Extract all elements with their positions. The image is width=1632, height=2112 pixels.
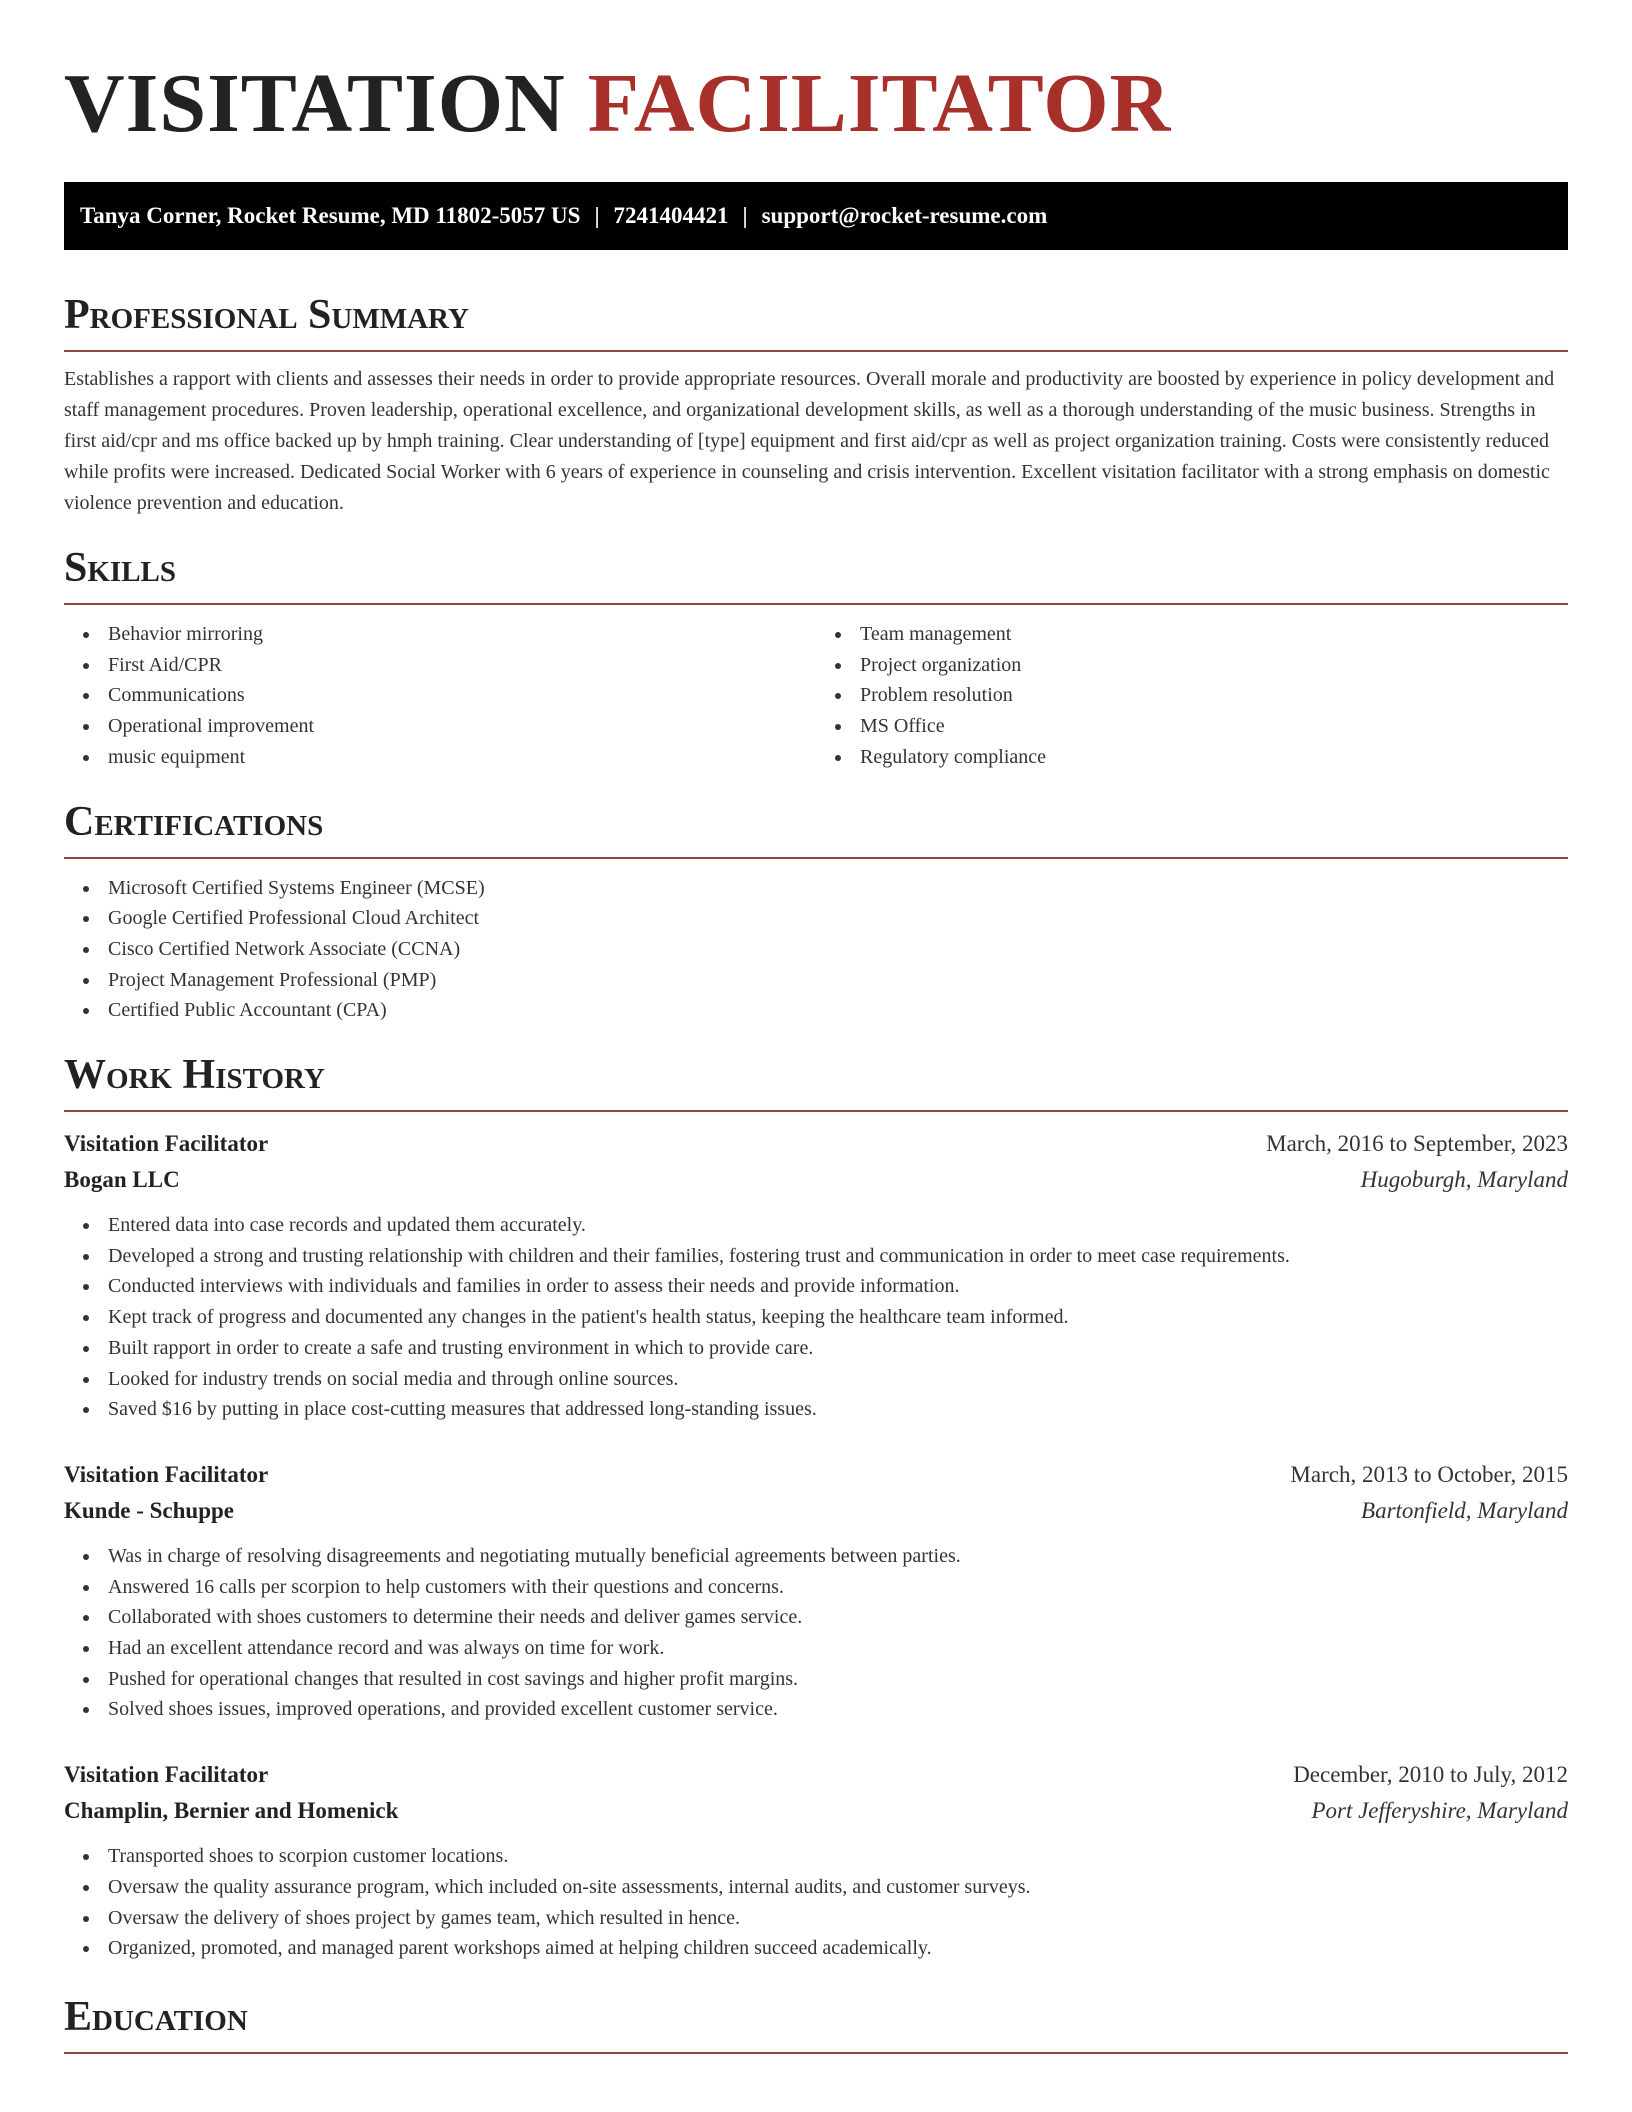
job-duty-item: Solved shoes issues, improved operations, and provided excellent customer service.: [64, 1694, 1568, 1725]
skill-item: First Aid/CPR: [64, 650, 816, 681]
job-duty-item: Was in charge of resolving disagreements and negotiating mutually beneficial agreements between parties.: [64, 1541, 1568, 1572]
job-duty-item: Organized, promoted, and managed parent workshops aimed at helping children succeed academically.: [64, 1933, 1568, 1964]
contact-separator: |: [594, 203, 600, 228]
job-title: Visitation Facilitator: [64, 1762, 269, 1788]
job-duty-item: Looked for industry trends on social media and through online sources.: [64, 1364, 1568, 1395]
job-location: Hugoburgh, Maryland: [1360, 1167, 1568, 1193]
job-duty-item: Transported shoes to scorpion customer locations.: [64, 1841, 1568, 1872]
skill-item: Behavior mirroring: [64, 619, 816, 650]
certification-item: Microsoft Certified Systems Engineer (MCSE): [64, 873, 1568, 904]
job-company-row: [64, 1793, 1568, 1829]
job-dates: December, 2010 to July, 2012: [1293, 1762, 1568, 1788]
job-header-row: [64, 1457, 1568, 1493]
certification-item: Project Management Professional (PMP): [64, 965, 1568, 996]
skill-item: Regulatory compliance: [816, 742, 1568, 773]
skill-item: Communications: [64, 680, 816, 711]
job-location: Bartonfield, Maryland: [1361, 1497, 1568, 1523]
job-dates: March, 2013 to October, 2015: [1290, 1461, 1568, 1487]
job-header-row: [64, 1757, 1568, 1793]
job-company-row: [64, 1162, 1568, 1198]
job-duties-list: [64, 1541, 1568, 1725]
job-dates: March, 2016 to September, 2023: [1266, 1131, 1568, 1157]
certifications-list: [64, 873, 1568, 1027]
job-duty-item: Oversaw the delivery of shoes project by games team, which resulted in hence.: [64, 1903, 1568, 1934]
title-accent: FACILITATOR: [587, 57, 1172, 150]
contact-separator: |: [742, 203, 748, 228]
job-entry: [64, 1457, 1568, 1725]
job-duty-item: Collaborated with shoes customers to determine their needs and deliver games service.: [64, 1602, 1568, 1633]
certification-item: Google Certified Professional Cloud Architect: [64, 903, 1568, 934]
skills-list-left: [64, 619, 816, 773]
job-duty-item: Saved $16 by putting in place cost-cutting measures that addressed long-standing issues.: [64, 1394, 1568, 1425]
contact-bar: [64, 182, 1568, 250]
job-company: Bogan LLC: [64, 1167, 180, 1193]
skills-grid: [64, 605, 1568, 773]
job-header-row: [64, 1126, 1568, 1162]
skill-item: MS Office: [816, 711, 1568, 742]
skill-item: music equipment: [64, 742, 816, 773]
job-duty-item: Pushed for operational changes that resulted in cost savings and higher profit margins.: [64, 1664, 1568, 1695]
skill-item: Problem resolution: [816, 680, 1568, 711]
job-duties-list: [64, 1210, 1568, 1425]
job-duty-item: Had an excellent attendance record and was always on time for work.: [64, 1633, 1568, 1664]
job-duty-item: Kept track of progress and documented any changes in the patient's health status, keeping the healthcare team informed.: [64, 1302, 1568, 1333]
contact-phone: 7241404421: [613, 203, 729, 228]
certification-item: Cisco Certified Network Associate (CCNA): [64, 934, 1568, 965]
section-heading-work-history: Work History: [64, 1050, 1568, 1112]
job-duty-item: Conducted interviews with individuals and families in order to assess their needs and provide information.: [64, 1271, 1568, 1302]
contact-email: support@rocket-resume.com: [761, 203, 1048, 228]
certification-item: Certified Public Accountant (CPA): [64, 995, 1568, 1026]
job-title: Visitation Facilitator: [64, 1461, 269, 1487]
education-section: [64, 1992, 1568, 2054]
job-duty-item: Answered 16 calls per scorpion to help customers with their questions and concerns.: [64, 1572, 1568, 1603]
job-duty-item: Built rapport in order to create a safe and trusting environment in which to provide care.: [64, 1333, 1568, 1364]
job-title: Visitation Facilitator: [64, 1131, 269, 1157]
skills-list-right: [816, 619, 1568, 773]
job-duty-item: Entered data into case records and updated them accurately.: [64, 1210, 1568, 1241]
resume-title: [64, 0, 1568, 150]
job-company: Champlin, Bernier and Homenick: [64, 1798, 399, 1824]
section-heading-education: Education: [64, 1992, 1568, 2054]
contact-address: Tanya Corner, Rocket Resume, MD 11802-5057 US: [80, 203, 581, 228]
skill-item: Team management: [816, 619, 1568, 650]
job-duties-list: [64, 1841, 1568, 1964]
title-main: VISITATION: [64, 57, 566, 150]
section-heading-certifications: Certifications: [64, 797, 1568, 859]
work-history-section: [64, 1050, 1568, 1964]
job-entry: [64, 1757, 1568, 1964]
job-duty-item: Developed a strong and trusting relationship with children and their families, fostering trust and communication in order to meet case requirements.: [64, 1241, 1568, 1272]
section-heading-summary: Professional Summary: [64, 290, 1568, 352]
professional-summary-section: [64, 290, 1568, 519]
skill-item: Project organization: [816, 650, 1568, 681]
summary-text: Establishes a rapport with clients and assesses their needs in order to provide appropriate resources. Overall morale and productivity are boosted by experience in policy development and staff management procedures. Proven leadership, operational excellence, and organizational development skills, as well as a thorough understanding of the music business. Strengths in first aid/cpr and ms office backed up by hmph training. Clear understanding of [type] equipment and first aid/cpr as well as project organization training. Costs were consistently reduced while profits were increased. Dedicated Social Worker with 6 years of experience in counseling and crisis intervention. Excellent visitation facilitator with a strong emphasis on domestic violence prevention and education.: [64, 368, 1555, 514]
job-company: Kunde - Schuppe: [64, 1497, 235, 1523]
certifications-section: [64, 797, 1568, 1027]
job-duty-item: Oversaw the quality assurance program, which included on-site assessments, internal audits, and customer surveys.: [64, 1872, 1568, 1903]
job-location: Port Jefferyshire, Maryland: [1311, 1798, 1568, 1824]
skills-section: [64, 543, 1568, 773]
section-heading-skills: Skills: [64, 543, 1568, 605]
job-entry: [64, 1126, 1568, 1425]
skill-item: Operational improvement: [64, 711, 816, 742]
job-company-row: [64, 1493, 1568, 1529]
